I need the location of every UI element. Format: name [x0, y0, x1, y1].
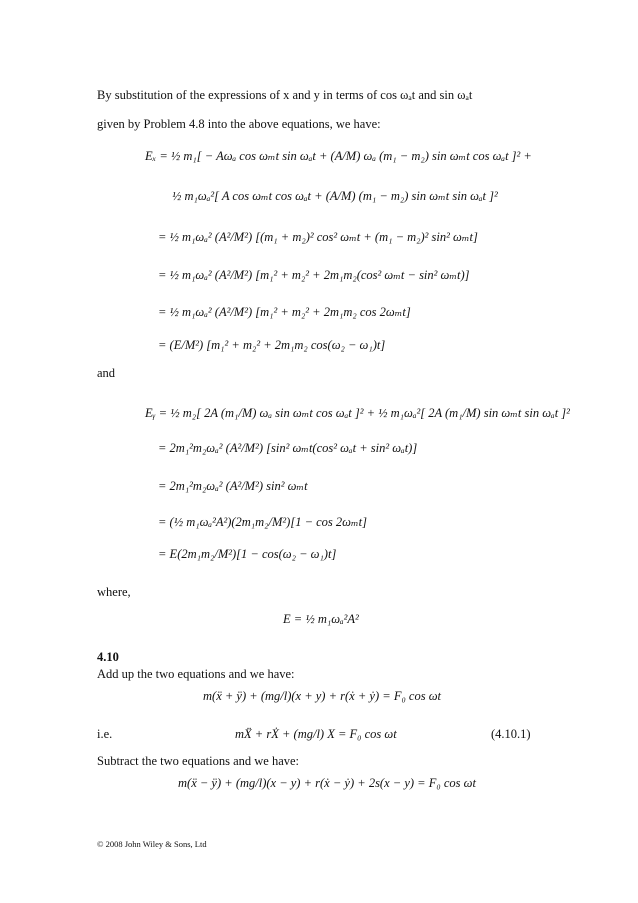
add-text: Add up the two equations and we have: [97, 667, 295, 681]
ey-equation-line-2: = 2m₁²m₂ωₐ² (A²/M²) [sin² ωₘt(cos² ωₐt + sin² ωₐt)] [158, 441, 418, 455]
ex-equation-line-3: = ½ m₁ωₐ² (A²/M²) [(m₁ + m₂)² cos² ωₘt + (m₁ − m₂)² sin² ωₘt] [158, 230, 478, 244]
ex-equation-line-5: = ½ m₁ωₐ² (A²/M²) [m₁² + m₂² + 2m₁m₂ cos 2ωₘt] [158, 305, 411, 319]
x-equation: mẌ + rẊ + (mg/l) X = F₀ cos ωt [235, 727, 397, 741]
ey-equation-line-3: = 2m₁²m₂ωₐ² (A²/M²) sin² ωₘt [158, 479, 308, 493]
copyright-footer: © 2008 John Wiley & Sons, Ltd [97, 839, 207, 849]
and-label: and [97, 366, 116, 380]
ex-equation-line-1: Eₓ = ½ m₁[ − Aωₐ cos ωₘt sin ωₐt + (A/M) ωₐ (m₁ − m₂) sin ωₘt cos ωₐt ]² + [145, 149, 532, 163]
section-number: 4.10 [97, 650, 119, 664]
ie-label: i.e. [97, 727, 113, 741]
ex-equation-line-6: = (E/M²) [m₁² + m₂² + 2m₁m₂ cos(ω₂ − ω₁)t] [158, 338, 386, 352]
ex-equation-line-2: ½ m₁ωₐ²[ A cos ωₘt cos ωₐt + (A/M) (m₁ − m₂) sin ωₘt sin ωₐt ]² [172, 189, 498, 203]
equation-number: (4.10.1) [491, 727, 531, 741]
intro-line-1: By substitution of the expressions of x and y in terms of cos ωₐt and sin ωₐt [97, 88, 473, 102]
where-equation: E = ½ m₁ωₐ²A² [283, 612, 359, 626]
ey-equation-line-5: = E(2m₁m₂/M²)[1 − cos(ω₂ − ω₁)t] [158, 547, 337, 561]
subtract-text: Subtract the two equations and we have: [97, 754, 300, 768]
sum-equation: m(ẍ + ÿ) + (mg/l)(x + y) + r(ẋ + ẏ) = F₀ cos ωt [203, 689, 442, 703]
ex-equation-line-4: = ½ m₁ωₐ² (A²/M²) [m₁² + m₂² + 2m₁m₂(cos² ωₘt − sin² ωₘt)] [158, 268, 470, 282]
diff-equation: m(ẍ − ÿ) + (mg/l)(x − y) + r(ẋ − ẏ) + 2s(x − y) = F₀ cos ωt [178, 776, 476, 790]
ey-equation-line-1: Eᵧ = ½ m₂[ 2A (m₁/M) ωₐ sin ωₘt cos ωₐt ]² + ½ m₁ωₐ²[ 2A (m₁/M) sin ωₘt sin ωₐt ]² [145, 406, 570, 420]
ey-equation-line-4: = (½ m₁ωₐ²A²)(2m₁m₂/M²)[1 − cos 2ωₘt] [158, 515, 367, 529]
intro-line-2: given by Problem 4.8 into the above equations, we have: [97, 117, 381, 131]
where-label: where, [97, 585, 131, 599]
